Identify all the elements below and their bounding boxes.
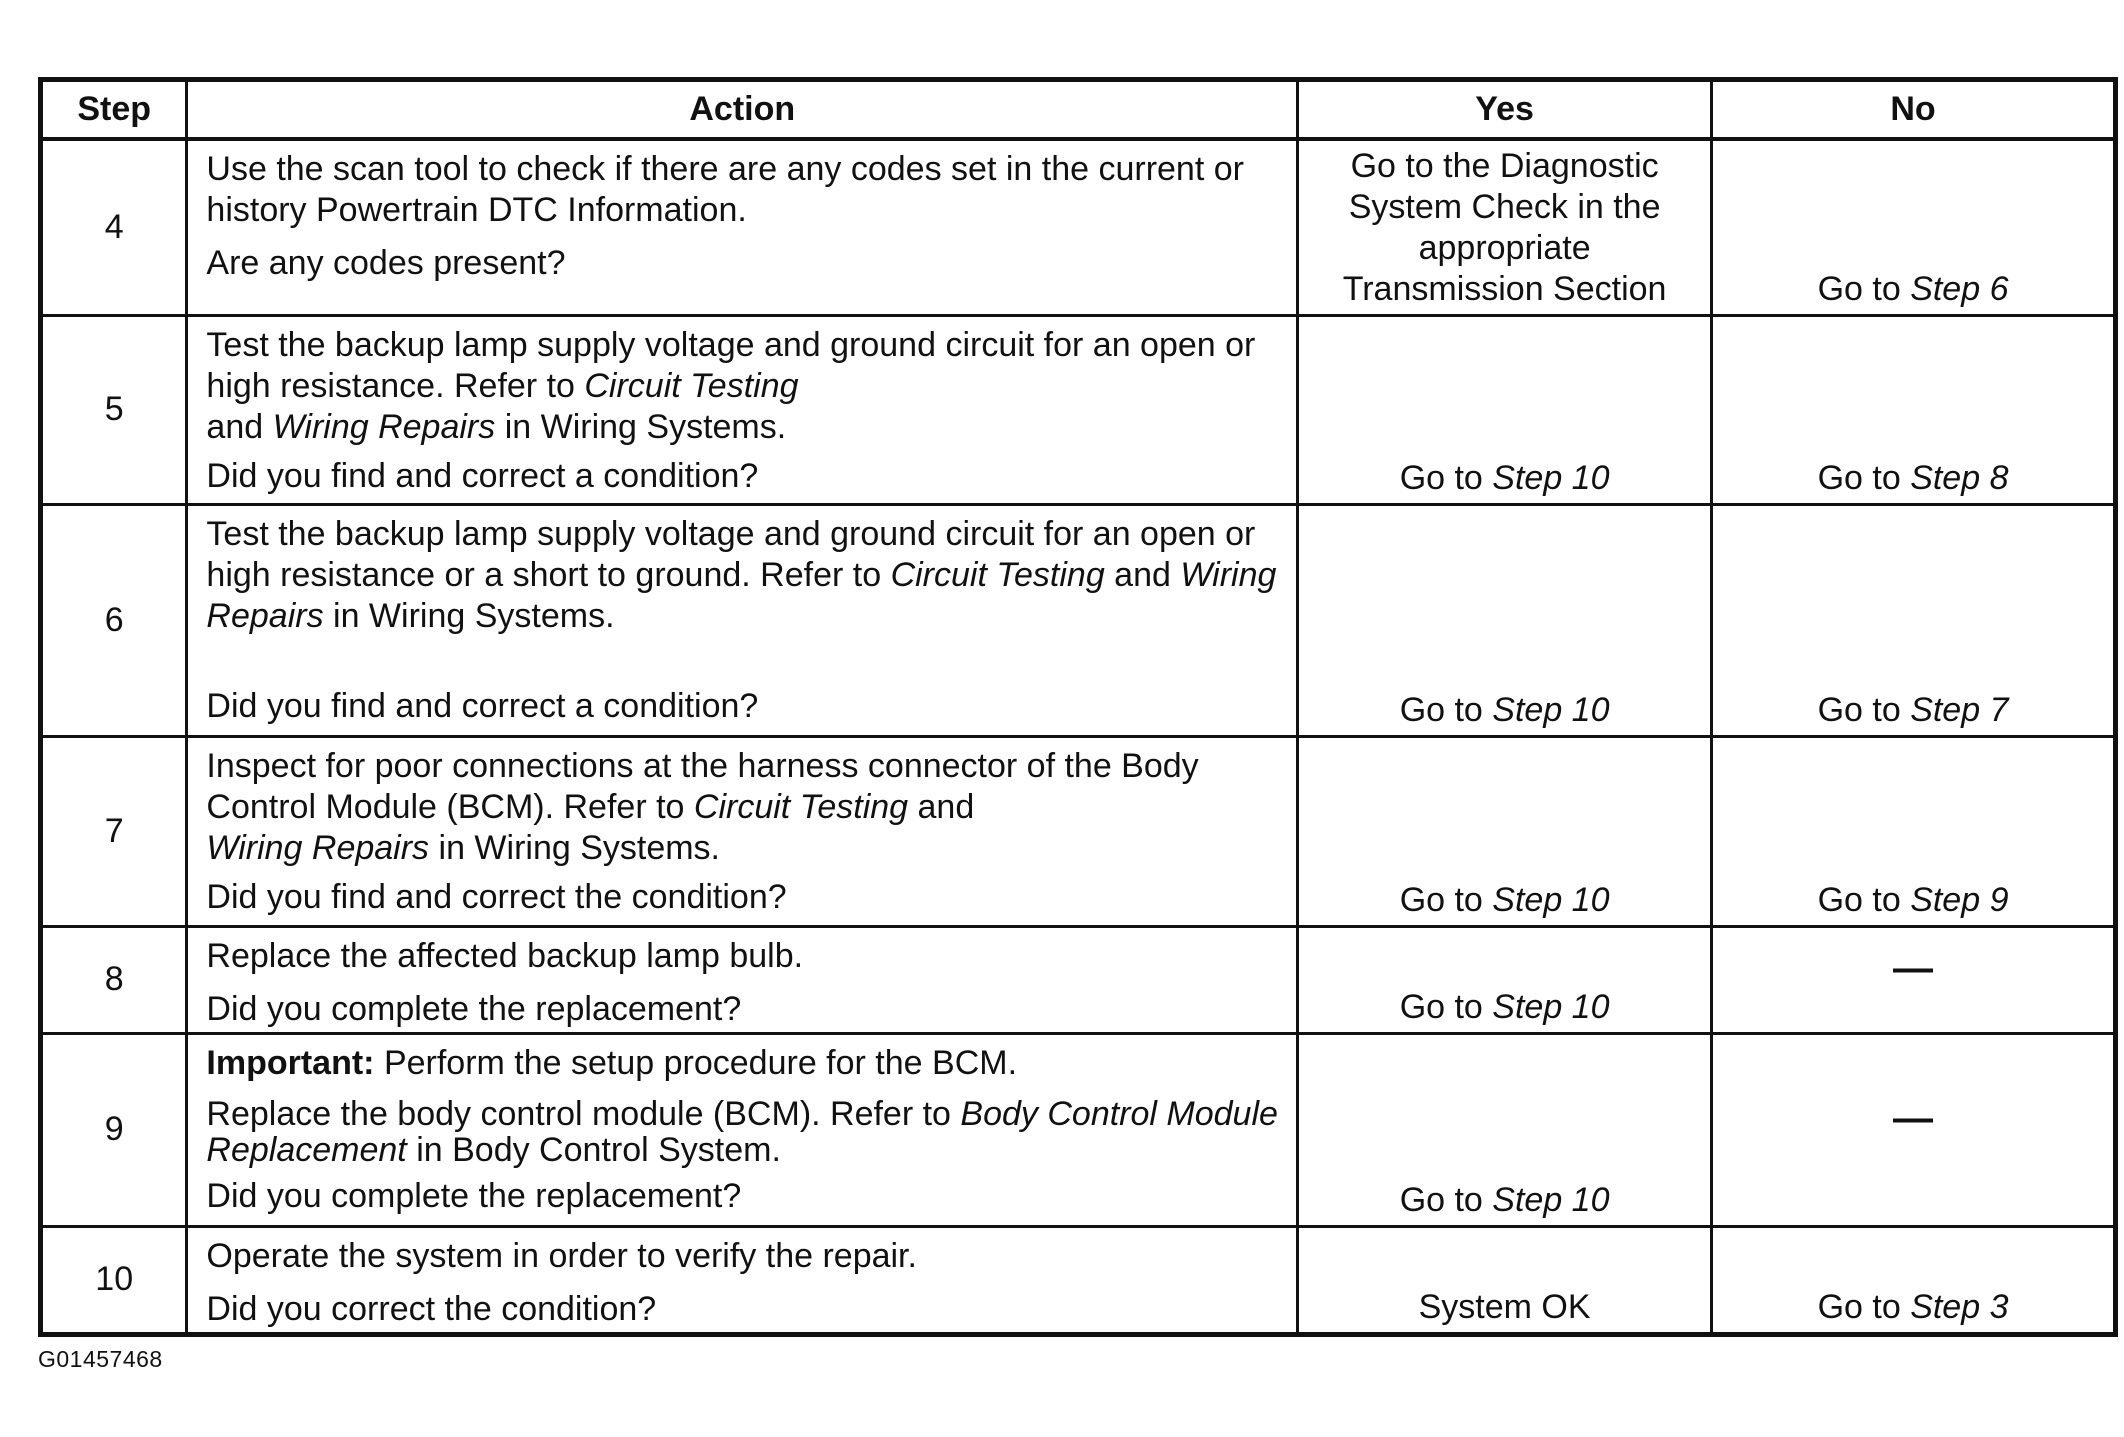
header-yes: Yes — [1298, 80, 1712, 140]
action-cell — [187, 926, 1298, 1033]
yes-cell — [1298, 315, 1712, 504]
action-text: and — [1104, 555, 1181, 594]
yes-step-reference: Step 10 — [1492, 880, 1610, 919]
action-reference: Circuit Testing — [693, 787, 909, 826]
no-step-reference: Step 7 — [1910, 690, 2009, 729]
yes-goto-text: Go to — [1399, 880, 1493, 919]
diagnostic-table — [38, 77, 2118, 1337]
yes-cell — [1298, 1033, 1712, 1226]
action-text: in Wiring Systems. — [495, 407, 787, 446]
important-text: Perform the setup procedure for the BCM. — [374, 1043, 1018, 1082]
header-action: Action — [187, 80, 1298, 140]
no-step-reference: Step 6 — [1910, 269, 2009, 308]
action-text: in Wiring Systems. — [323, 596, 615, 635]
step-number: 6 — [41, 504, 187, 736]
action-instruction: Replace the affected backup lamp bulb. — [206, 936, 804, 975]
yes-goto-text: Go to — [1399, 987, 1493, 1026]
yes-step-reference: Step 10 — [1492, 458, 1610, 497]
action-cell — [187, 139, 1298, 315]
table-row-step-4 — [41, 139, 2116, 315]
table-row-step-6 — [41, 504, 2116, 736]
no-goto-text: Go to — [1817, 880, 1911, 919]
step-number: 5 — [41, 315, 187, 504]
action-text: Replace the body control module (BCM). Refer to — [206, 1094, 961, 1133]
action-question: Are any codes present? — [206, 244, 566, 282]
action-question: Did you correct the condition? — [206, 1289, 657, 1328]
action-text: and — [908, 787, 975, 826]
no-goto-text: Go to — [1817, 690, 1911, 729]
no-cell — [1712, 315, 2116, 504]
yes-cell — [1298, 139, 1712, 315]
action-text: Test the backup lamp supply voltage and ground circuit for an open or high resistance or a short to ground. Refer to — [206, 514, 1256, 594]
yes-text-line: appropriate — [1418, 228, 1591, 267]
table-row-step-10 — [41, 1226, 2116, 1334]
no-dash: — — [1893, 946, 1934, 990]
action-cell — [187, 504, 1298, 736]
yes-text-line: System Check in the — [1348, 187, 1661, 226]
no-cell — [1712, 736, 2116, 926]
yes-result-text: System OK — [1418, 1287, 1591, 1326]
action-cell — [187, 1226, 1298, 1334]
yes-step-reference: Step 10 — [1492, 1180, 1610, 1219]
yes-step-reference: Step 10 — [1492, 987, 1610, 1026]
no-cell — [1712, 504, 2116, 736]
step-number: 7 — [41, 736, 187, 926]
step-number: 8 — [41, 926, 187, 1033]
action-reference: Wiring Repairs — [206, 828, 430, 867]
action-reference: Wiring Repairs — [206, 555, 1277, 635]
action-reference: Wiring Repairs — [272, 407, 496, 446]
table-row-step-5 — [41, 315, 2116, 504]
yes-goto-text: Go to — [1399, 1180, 1493, 1219]
table-row-step-9 — [41, 1033, 2116, 1226]
action-instruction — [206, 746, 1284, 869]
action-instruction — [206, 514, 1284, 637]
action-important-note — [206, 1043, 1284, 1084]
important-label: Important: — [206, 1043, 375, 1082]
action-question: Did you complete the replacement? — [206, 1176, 742, 1215]
action-instruction — [206, 325, 1284, 448]
action-cell — [187, 1033, 1298, 1226]
yes-step-reference: Step 10 — [1492, 690, 1610, 729]
no-dash: — — [1893, 1096, 1934, 1140]
step-number: 10 — [41, 1226, 187, 1334]
no-step-reference: Step 9 — [1910, 880, 2009, 919]
no-cell — [1712, 1226, 2116, 1334]
action-text: in Body Control System. — [406, 1130, 781, 1169]
yes-goto-text: Go to — [1399, 458, 1493, 497]
no-cell — [1712, 926, 2116, 1033]
yes-cell — [1298, 926, 1712, 1033]
step-number: 4 — [41, 139, 187, 315]
no-goto-text: Go to — [1817, 1287, 1911, 1326]
action-question: Did you find and correct a condition? — [206, 686, 759, 725]
header-step: Step — [41, 80, 187, 140]
yes-cell — [1298, 736, 1712, 926]
table-row-step-7 — [41, 736, 2116, 926]
yes-goto-text: Go to — [1399, 690, 1493, 729]
no-cell — [1712, 139, 2116, 315]
action-reference: Circuit Testing — [890, 555, 1105, 594]
action-text: Inspect for poor connections at the harness connector of the Body Control Module (BCM). Refer to — [206, 746, 1199, 826]
table-row-step-8 — [41, 926, 2116, 1033]
action-text: and — [206, 407, 273, 446]
no-cell — [1712, 1033, 2116, 1226]
yes-text-line: Go to the Diagnostic — [1350, 146, 1659, 185]
action-instruction — [206, 1096, 1284, 1168]
no-step-reference: Step 8 — [1910, 458, 2009, 497]
action-cell — [187, 315, 1298, 504]
no-goto-text: Go to — [1817, 458, 1911, 497]
no-goto-text: Go to — [1817, 269, 1911, 308]
action-cell — [187, 736, 1298, 926]
action-question: Did you complete the replacement? — [206, 989, 742, 1028]
action-instruction: Use the scan tool to check if there are any codes set in the current or history Powertrain DTC Information. — [206, 150, 1244, 229]
action-question: Did you find and correct the condition? — [206, 877, 787, 916]
table-header-row — [41, 80, 2116, 140]
no-step-reference: Step 3 — [1910, 1287, 2009, 1326]
action-question: Did you find and correct a condition? — [206, 456, 759, 495]
action-text: in Wiring Systems. — [429, 828, 721, 867]
yes-text-line: Transmission Section — [1342, 269, 1667, 308]
action-instruction: Operate the system in order to verify the repair. — [206, 1236, 917, 1275]
action-text: Test the backup lamp supply voltage and ground circuit for an open or high resistance. Refer to — [206, 325, 1256, 405]
step-number: 9 — [41, 1033, 187, 1226]
action-reference: Circuit Testing — [584, 366, 799, 405]
yes-cell — [1298, 504, 1712, 736]
yes-cell — [1298, 1226, 1712, 1334]
graphic-id: G01457468 — [38, 1346, 163, 1372]
header-no: No — [1712, 80, 2116, 140]
action-reference: Body Control Module Replacement — [206, 1094, 1278, 1169]
